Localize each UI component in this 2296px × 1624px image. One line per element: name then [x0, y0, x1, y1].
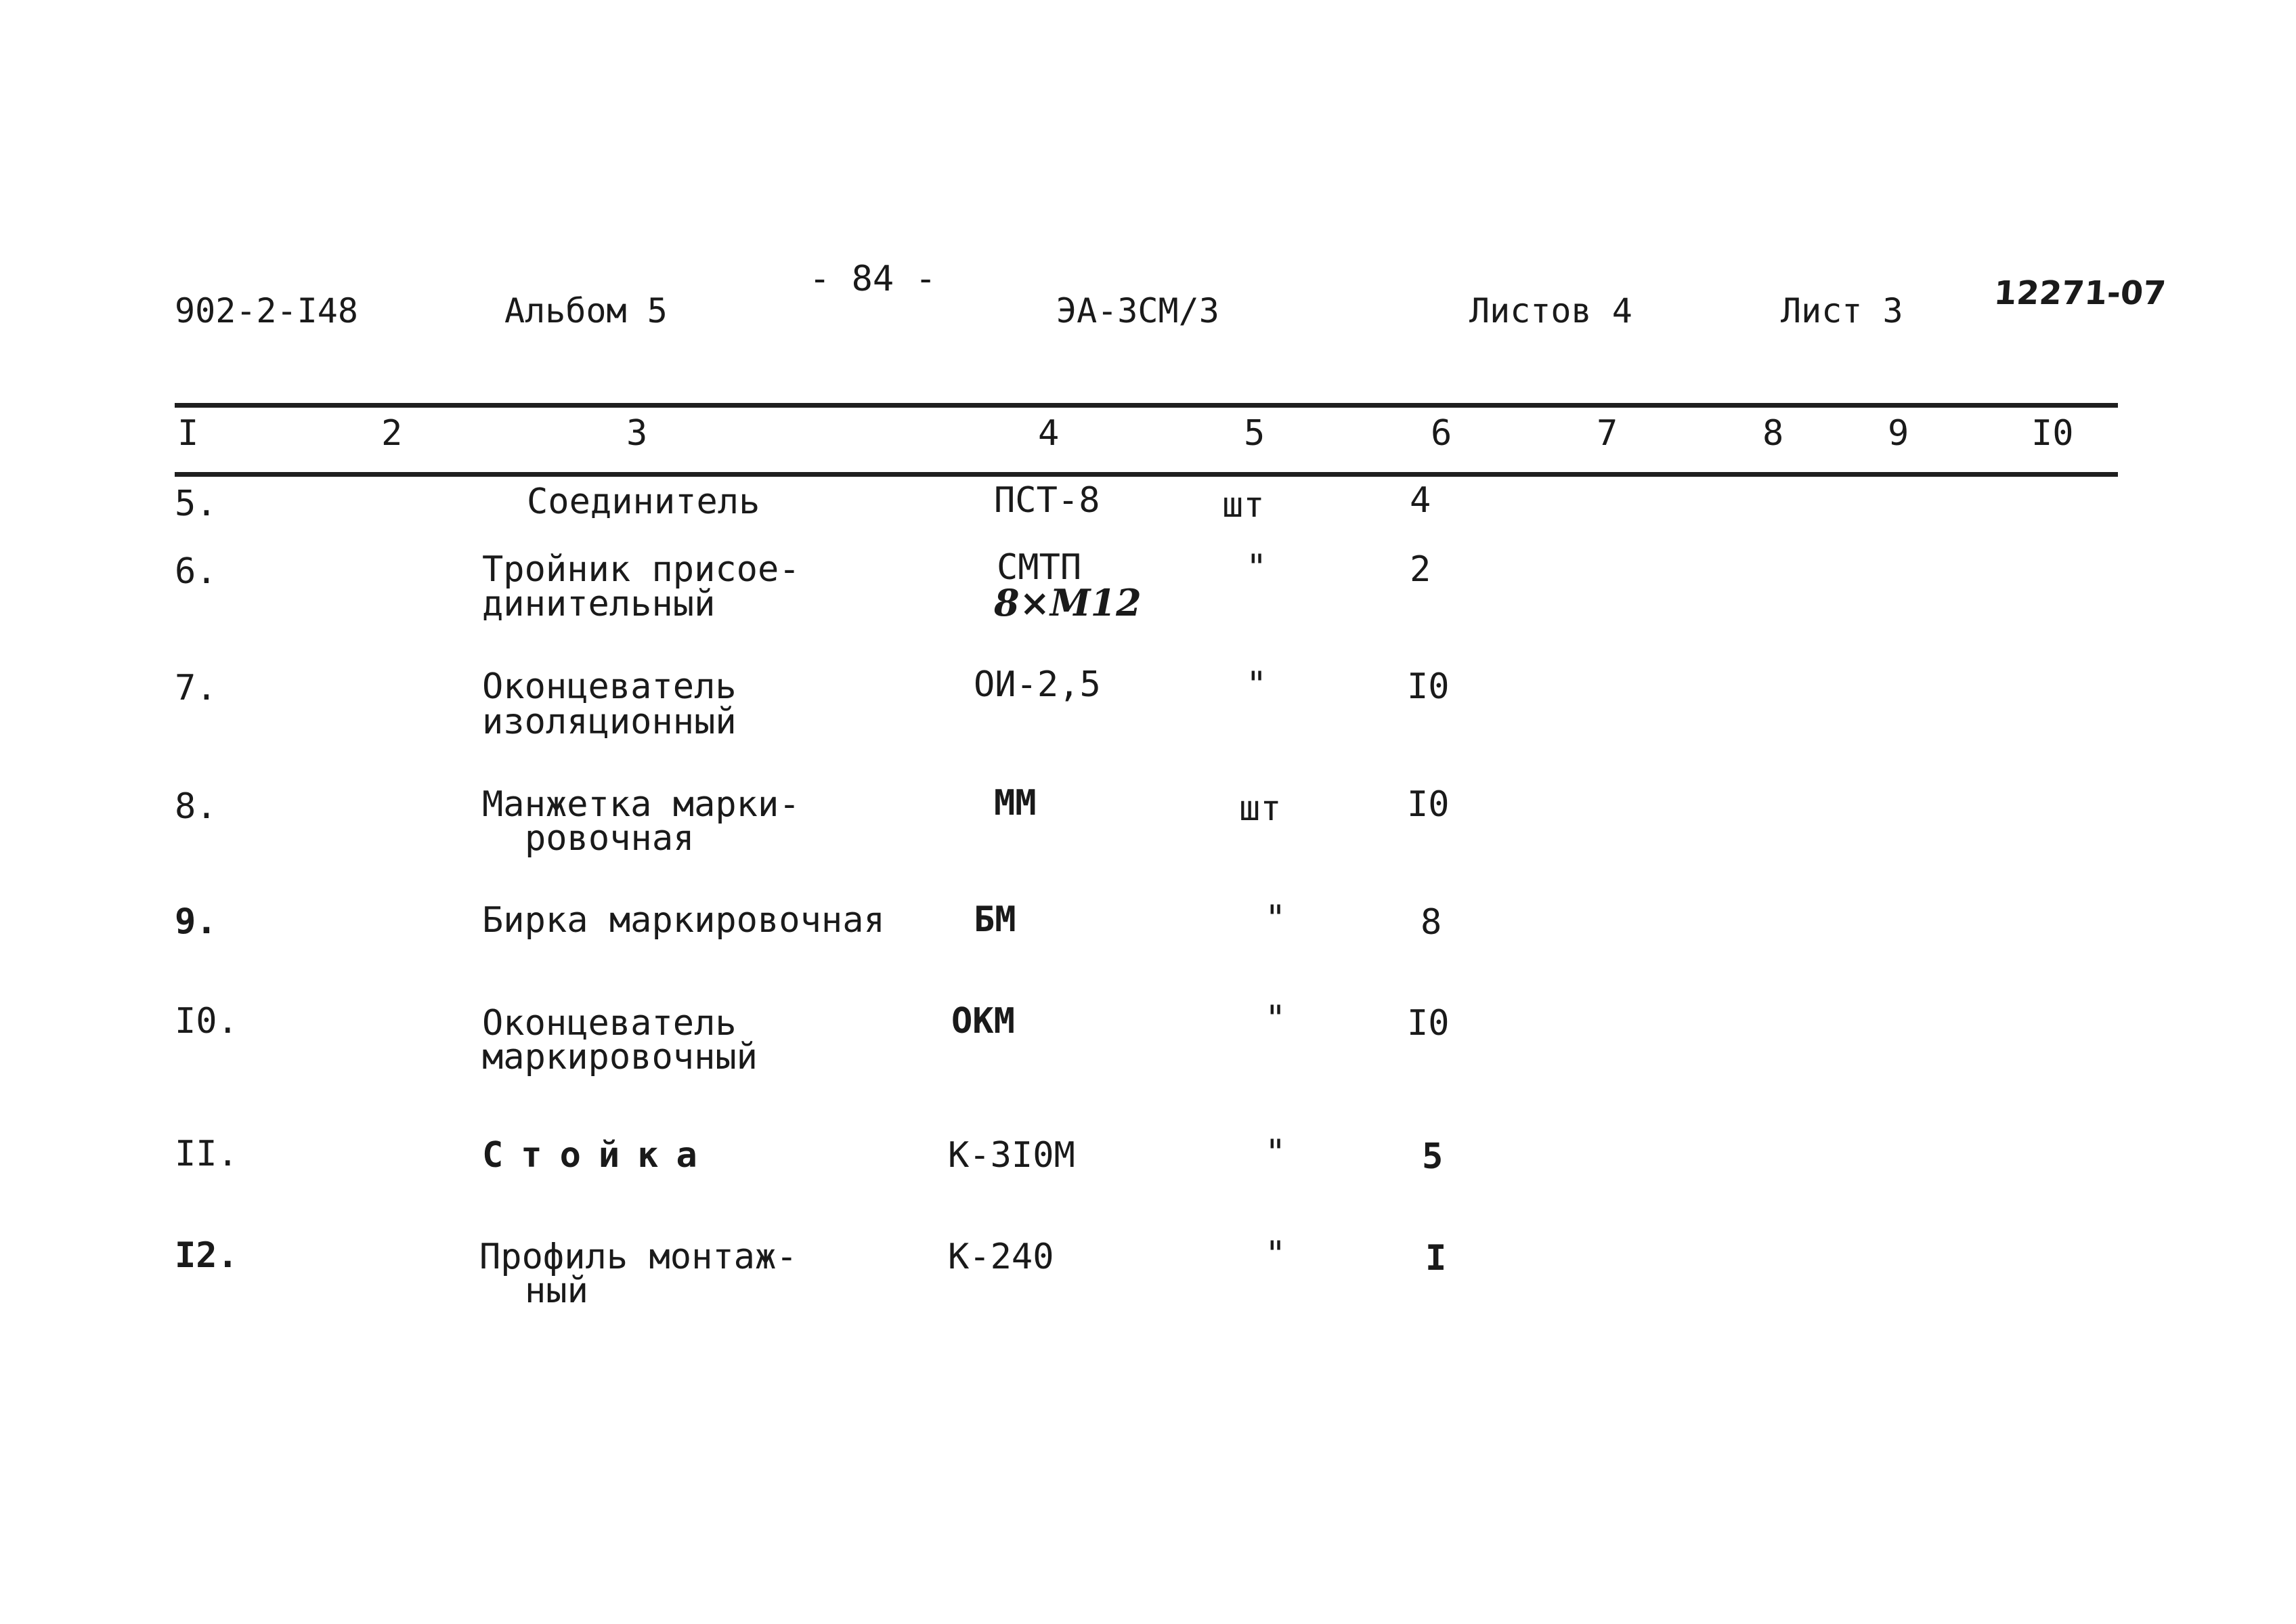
row-number: 5.: [175, 484, 217, 524]
column-number: 2: [381, 413, 403, 454]
row-number: I0.: [175, 1001, 238, 1042]
item-type: К-240: [948, 1237, 1054, 1277]
column-number: 5: [1244, 413, 1265, 454]
mark-label: ЭА-3СМ/3: [1056, 291, 1219, 330]
item-type: ММ: [994, 783, 1037, 824]
item-name: Стойка: [482, 1135, 715, 1176]
column-number: 7: [1597, 413, 1618, 454]
item-quantity: 5: [1422, 1136, 1444, 1177]
item-unit: ": [1246, 547, 1268, 588]
item-name: динительный: [482, 584, 716, 624]
item-name: Оконцеватель: [482, 666, 737, 707]
item-quantity: I0: [1407, 1003, 1450, 1044]
document-code: 902-2-I48: [175, 291, 358, 330]
item-type: ПСТ-8: [994, 480, 1100, 521]
item-name: ровочная: [525, 818, 695, 859]
inventory-stamp: 12271-07: [1993, 274, 2167, 312]
column-number: I: [177, 413, 199, 454]
column-number: 6: [1431, 413, 1452, 454]
item-type: ОИ-2,5: [974, 664, 1101, 705]
item-unit: шт: [1222, 485, 1265, 526]
item-name: Оконцеватель: [482, 1003, 737, 1044]
column-number: 4: [1038, 413, 1060, 454]
item-name: Профиль монтаж-: [479, 1237, 798, 1277]
item-name: Бирка маркировочная: [482, 900, 885, 941]
item-type: К-3I0М: [948, 1135, 1075, 1176]
row-number: 6.: [175, 551, 217, 592]
item-quantity: I0: [1407, 784, 1450, 825]
item-quantity: I0: [1407, 666, 1450, 707]
item-quantity: 8: [1421, 902, 1442, 943]
row-number: 7.: [175, 668, 217, 708]
table-header-rule: [175, 472, 2118, 477]
item-type-handwritten: 8×М12: [994, 581, 1142, 624]
column-number: 8: [1762, 413, 1784, 454]
item-quantity: I: [1425, 1238, 1447, 1279]
sheets-total-label: Листов 4: [1469, 291, 1632, 330]
item-unit: ": [1265, 1132, 1286, 1173]
row-number: I2.: [175, 1235, 238, 1276]
column-number: 9: [1888, 413, 1909, 454]
page-number: - 84 -: [809, 259, 936, 299]
item-name: Тройник присое-: [482, 549, 800, 590]
item-name: Соединитель: [527, 482, 760, 522]
item-quantity: 2: [1410, 549, 1431, 590]
column-number: 3: [626, 413, 648, 454]
item-unit: ": [1265, 1234, 1286, 1275]
item-name: маркировочный: [482, 1037, 758, 1077]
item-type: ОКМ: [951, 1001, 1015, 1042]
row-number: 9.: [175, 901, 217, 942]
item-unit: ": [1265, 898, 1286, 939]
item-type: БМ: [974, 899, 1016, 940]
sheet-label: Лист 3: [1781, 291, 1903, 330]
row-number: II.: [175, 1134, 238, 1174]
item-unit: ": [1246, 664, 1268, 705]
item-type: СМТП: [997, 547, 1082, 588]
item-name: изоляционный: [482, 702, 737, 742]
item-unit: ": [1265, 998, 1286, 1039]
column-number: I0: [2031, 413, 2074, 454]
item-unit: шт: [1239, 788, 1282, 829]
item-name: Манжетка марки-: [482, 784, 800, 825]
item-quantity: 4: [1410, 480, 1431, 521]
item-name: ный: [525, 1270, 588, 1311]
row-number: 8.: [175, 786, 217, 827]
table-top-rule: [175, 403, 2118, 408]
album-label: Альбом 5: [504, 291, 668, 330]
